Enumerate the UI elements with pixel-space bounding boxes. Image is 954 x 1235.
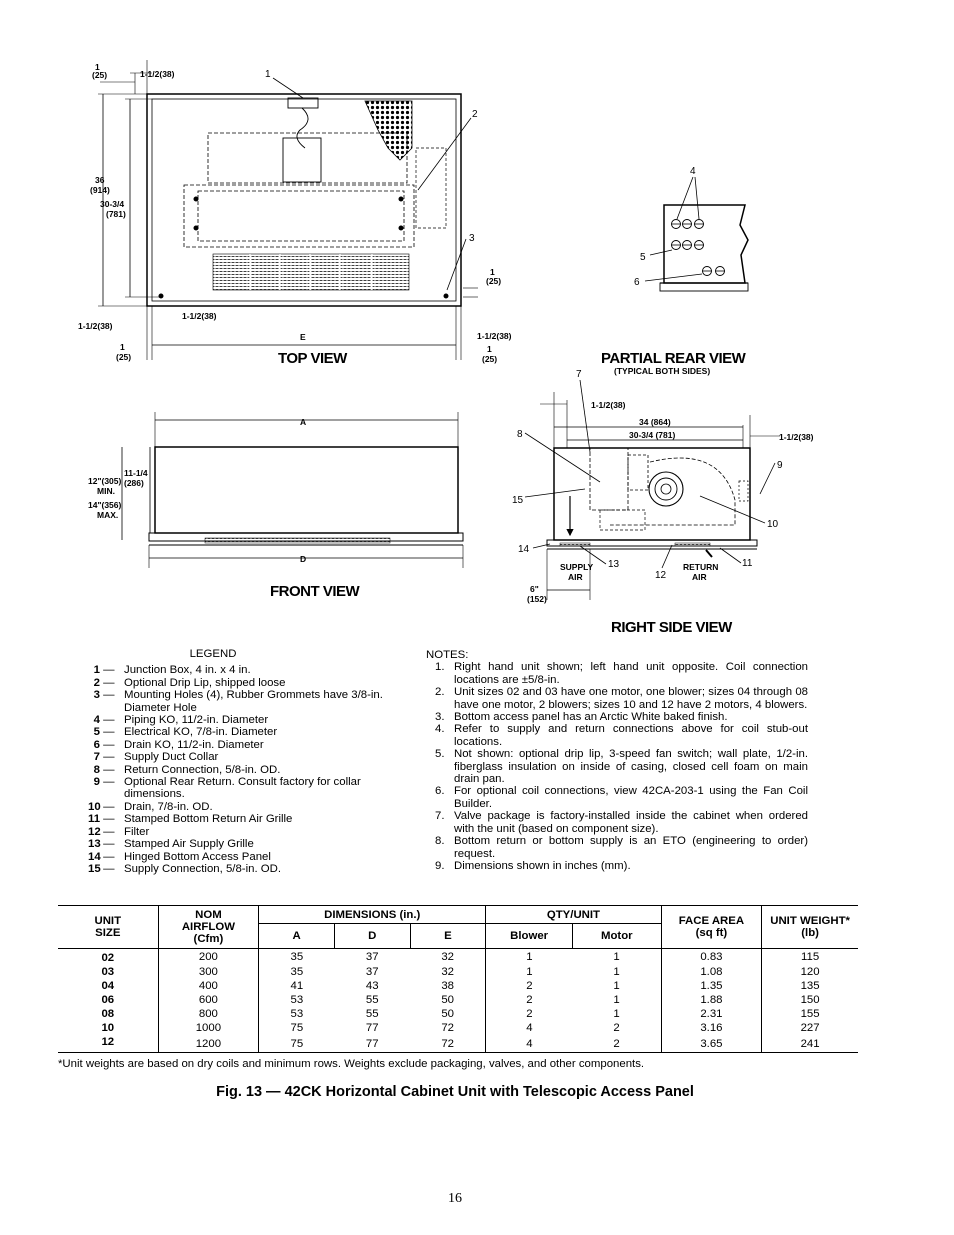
svg-text:1: 1	[95, 62, 100, 72]
col-qty-unit: QTY/UNIT	[486, 906, 661, 924]
table-row: 12 1200 75 77 72 4 2 3.65 241	[58, 1035, 858, 1053]
table-row: 06 600 53 55 50 2 1 1.88 150	[58, 993, 858, 1007]
col-nom-airflow: NOM AIRFLOW (Cfm)	[158, 906, 259, 949]
svg-text:E: E	[300, 332, 306, 342]
legend-title: LEGEND	[189, 648, 237, 660]
rear-view-title: PARTIAL REAR VIEW	[601, 350, 746, 367]
svg-text:1-1/2(38): 1-1/2(38)	[591, 400, 626, 410]
col-e: E	[410, 924, 486, 949]
svg-text:MIN.: MIN.	[97, 486, 115, 496]
svg-text:6: 6	[634, 277, 640, 288]
note-item: 5. Not shown: optional drip lip, 3-speed fan switch; wall plate, 1/2-in. fiberglass insulation on inside of casing, closed cell foam on main drain pan.	[435, 748, 808, 786]
legend-item: 3 — Mounting Holes (4), Rubber Grommets have 3/8-in. Diameter Hole	[93, 689, 383, 714]
partial-rear-view	[645, 177, 748, 291]
col-face-area: FACE AREA (sq ft)	[661, 906, 762, 949]
svg-text:11-1/4: 11-1/4	[124, 468, 148, 478]
svg-text:15: 15	[512, 495, 524, 506]
legend-item: 2 — Optional Drip Lip, shipped loose	[93, 676, 286, 689]
svg-text:1-1/2(38): 1-1/2(38)	[779, 432, 814, 442]
rear-view-subtitle: (TYPICAL BOTH SIDES)	[614, 366, 711, 376]
svg-text:SUPPLY: SUPPLY	[560, 562, 594, 572]
svg-text:30-3/4 (781): 30-3/4 (781)	[629, 430, 676, 440]
table-row: 10 1000 75 77 72 4 2 3.16 227	[58, 1021, 858, 1035]
legend-item: 6 — Drain KO, 11/2-in. Diameter	[93, 738, 264, 751]
svg-text:9: 9	[777, 460, 783, 471]
svg-text:30-3/4: 30-3/4	[100, 199, 125, 209]
svg-text:1-1/2(38): 1-1/2(38)	[140, 69, 175, 79]
col-unit-size: UNIT SIZE	[58, 906, 158, 949]
note-item: 4. Refer to supply and return connections above for coil stub-out locations.	[435, 723, 808, 748]
top-view-title: TOP VIEW	[278, 350, 347, 367]
notes-title: NOTES:	[426, 649, 469, 661]
legend-item: 7 — Supply Duct Collar	[93, 751, 219, 764]
svg-text:1: 1	[490, 267, 495, 277]
svg-text:(781): (781)	[106, 209, 126, 219]
svg-text:1-1/2(38): 1-1/2(38)	[182, 311, 217, 321]
svg-text:RETURN: RETURN	[683, 562, 719, 572]
legend-item: 13 — Stamped Air Supply Grille	[88, 838, 254, 851]
legend-item: 12 — Filter	[88, 825, 150, 838]
svg-text:1-1/2(38): 1-1/2(38)	[477, 331, 512, 341]
svg-text:(286): (286)	[124, 478, 144, 488]
svg-text:2: 2	[472, 109, 478, 120]
table-row: 08 800 53 55 50 2 1 2.31 155	[58, 1007, 858, 1021]
svg-text:(25): (25)	[116, 352, 132, 362]
legend-item: 9 — Optional Rear Return. Consult factory for collar dimensions.	[93, 776, 361, 801]
legend-item: 1 — Junction Box, 4 in. x 4 in.	[93, 664, 251, 677]
top-view-dims	[78, 62, 512, 364]
legend-item: 15 — Supply Connection, 5/8-in. OD.	[88, 862, 282, 875]
table-row: 04 400 41 43 38 2 1 1.35 135	[58, 979, 858, 993]
note-item: 9. Dimensions shown in inches (mm).	[435, 859, 631, 872]
col-dimensions: DIMENSIONS (in.)	[259, 906, 486, 924]
unit-spec-table	[58, 905, 858, 1053]
legend	[88, 648, 388, 875]
top-view	[98, 60, 478, 360]
svg-text:(914): (914)	[90, 185, 110, 195]
svg-text:(25): (25)	[92, 70, 108, 80]
svg-text:12: 12	[655, 570, 667, 581]
svg-text:MAX.: MAX.	[97, 510, 119, 520]
svg-text:(25): (25)	[486, 276, 502, 286]
svg-text:AIR: AIR	[692, 572, 707, 582]
table-row: 02 200 35 37 32 1 1 0.83 115	[58, 949, 858, 966]
svg-text:8: 8	[517, 429, 523, 440]
col-a: A	[259, 924, 335, 949]
svg-text:14"(356): 14"(356)	[88, 500, 122, 510]
svg-text:12"(305): 12"(305)	[88, 476, 122, 486]
table-footnote: *Unit weights are based on dry coils and minimum rows. Weights exclude packaging, valves, and other components.	[58, 1058, 645, 1070]
note-item: 2. Unit sizes 02 and 03 have one motor, one blower; sizes 04 through 08 have one motor, 2 blowers; sizes 10 and 12 have 2 motors, 4 blowers.	[435, 686, 808, 711]
svg-text:5: 5	[640, 252, 646, 263]
svg-text:(152): (152)	[527, 594, 547, 604]
note-item: 1. Right hand unit shown; left hand unit opposite. Coil connection locations are ±5/8-in.	[435, 661, 808, 686]
col-blower: Blower	[486, 924, 573, 949]
col-motor: Motor	[572, 924, 661, 949]
table-row: 03 300 35 37 32 1 1 1.08 120	[58, 965, 858, 979]
note-item: 7. Valve package is factory-installed inside the cabinet when ordered with the unit (based on component size).	[435, 810, 808, 835]
legend-item: 10 — Drain, 7/8-in. OD.	[88, 800, 213, 813]
svg-text:7: 7	[576, 369, 582, 380]
svg-text:34 (864): 34 (864)	[639, 417, 671, 427]
svg-text:1: 1	[265, 69, 271, 80]
col-d: D	[334, 924, 410, 949]
svg-text:A: A	[300, 417, 307, 427]
svg-text:6": 6"	[530, 584, 539, 594]
svg-text:14: 14	[518, 544, 530, 555]
svg-text:1-1/2(38): 1-1/2(38)	[78, 321, 113, 331]
legend-item: 5 — Electrical KO, 7/8-in. Diameter	[93, 726, 278, 739]
legend-item: 4 — Piping KO, 11/2-in. Diameter	[93, 714, 269, 727]
legend-item: 11 — Stamped Bottom Return Air Grille	[88, 813, 293, 826]
svg-text:11: 11	[742, 558, 753, 569]
rear-view-callouts	[634, 166, 696, 288]
front-view	[122, 412, 463, 568]
note-item: 8. Bottom return or bottom supply is an ETO (engineering to order) request.	[435, 835, 808, 860]
front-view-title: FRONT VIEW	[270, 583, 360, 600]
note-item: 3. Bottom access panel has an Arctic White baked finish.	[435, 711, 728, 724]
note-item: 6. For optional coil connections, view 42CA-203-1 using the Fan Coil Builder.	[435, 785, 808, 810]
notes	[426, 649, 808, 872]
legend-item: 8 — Return Connection, 5/8-in. OD.	[93, 763, 281, 776]
page-number: 16	[448, 1191, 462, 1206]
figure-caption: Fig. 13 — 42CK Horizontal Cabinet Unit with Telescopic Access Panel	[216, 1084, 694, 1100]
svg-text:13: 13	[608, 559, 620, 570]
svg-text:AIR: AIR	[568, 572, 583, 582]
svg-text:1: 1	[120, 342, 125, 352]
col-unit-weight: UNIT WEIGHT* (lb)	[762, 906, 858, 949]
top-view-callouts	[265, 69, 478, 244]
svg-text:3: 3	[469, 233, 475, 244]
side-view-title: RIGHT SIDE VIEW	[611, 619, 732, 636]
svg-text:36: 36	[95, 175, 105, 185]
svg-text:10: 10	[767, 519, 779, 530]
svg-text:D: D	[300, 554, 307, 564]
legend-item: 14 — Hinged Bottom Access Panel	[88, 850, 271, 863]
svg-text:4: 4	[690, 166, 696, 177]
svg-text:1: 1	[487, 344, 492, 354]
svg-text:(25): (25)	[482, 354, 498, 364]
